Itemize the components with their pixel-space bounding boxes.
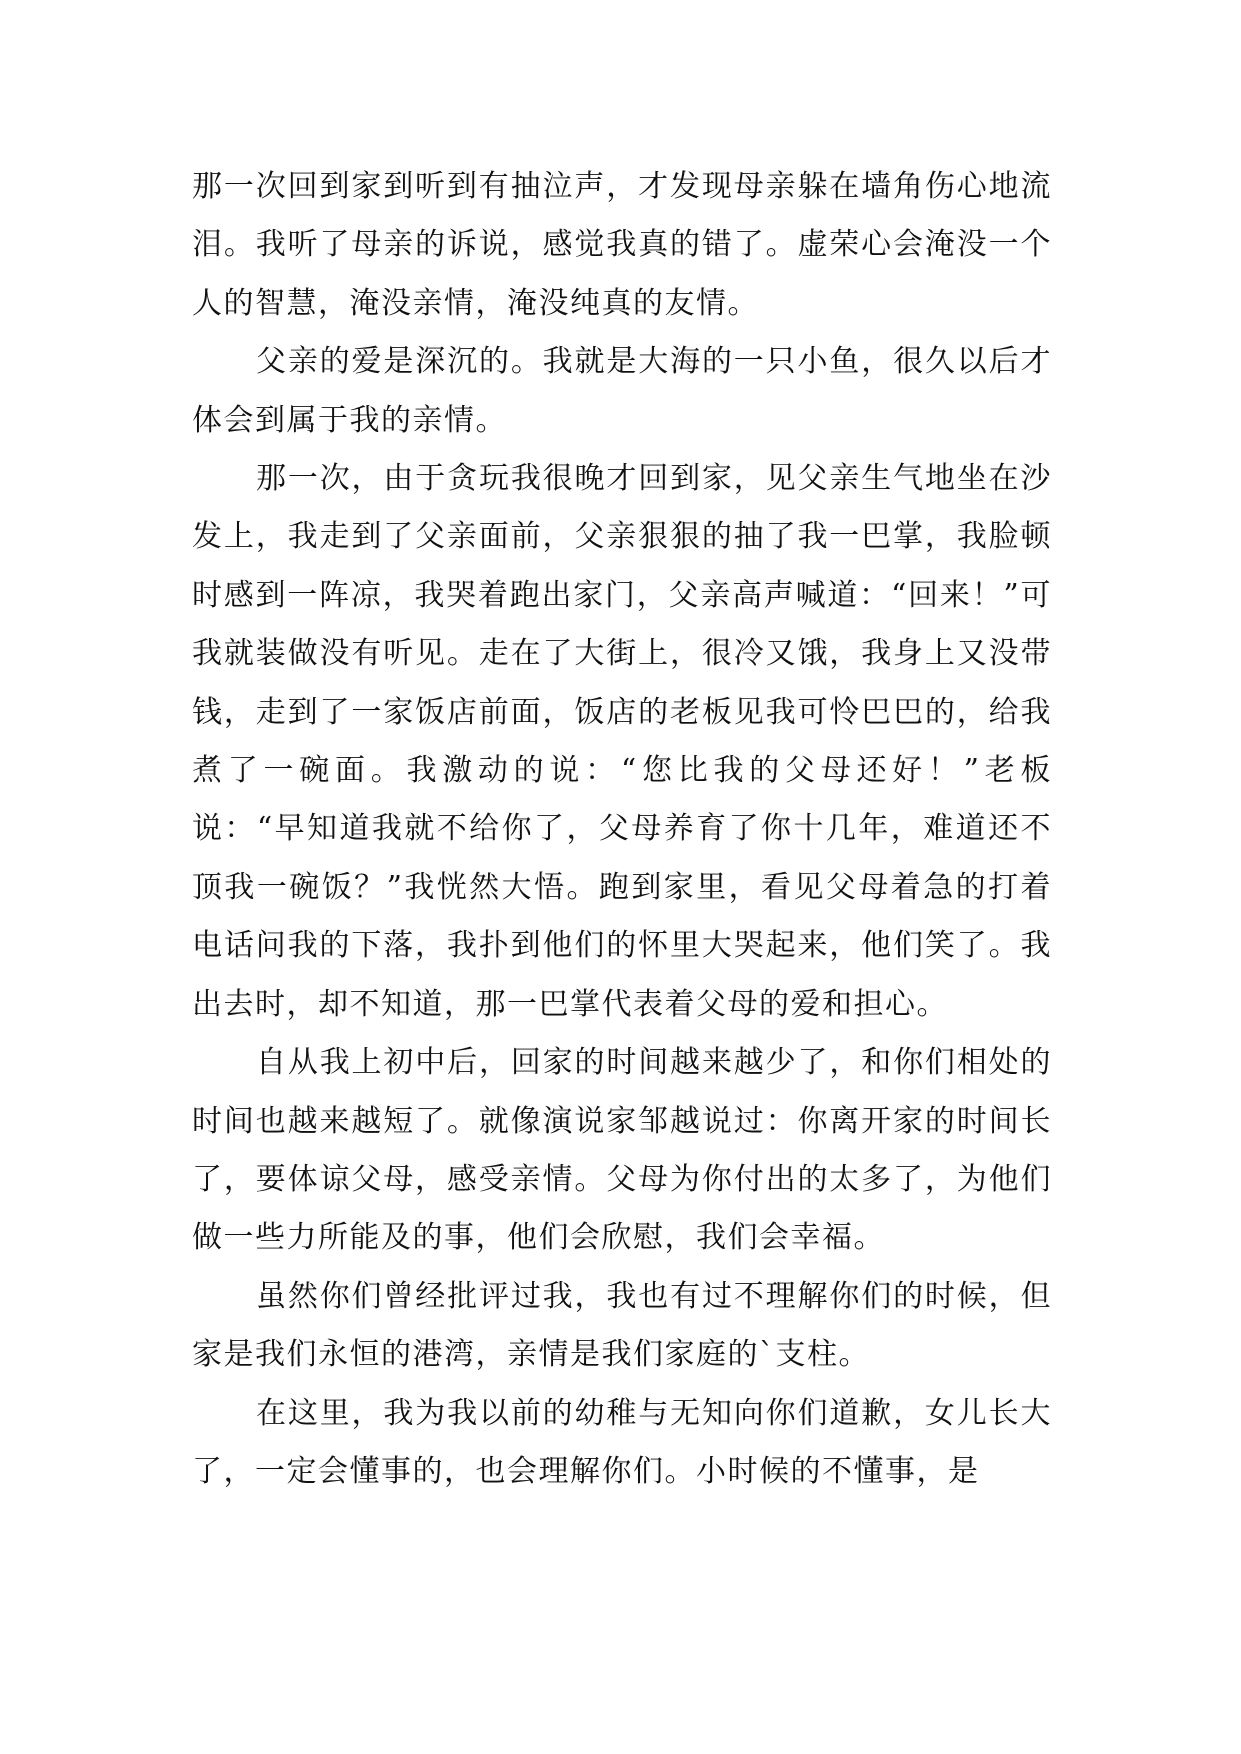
document-body [192, 158, 1052, 1501]
paragraph-6: 在这里，我为我以前的幼稚与无知向你们道歉，女儿长大了，一定会懂事的，也会理解你们。小时候的不懂事，是 [192, 1395, 1052, 1489]
paragraph-3: 那一次，由于贪玩我很晚才回到家，见父亲生气地坐在沙发上，我走到了父亲面前，父亲狠狠的抽了我一巴掌，我脸顿时感到一阵凉，我哭着跑出家门，父亲高声喊道：“回来！”可我就装做没有听见。走在了大街上，很冷又饿，我身上又没带钱，走到了一家饭店前面，饭店的老板见我可怜巴巴的，给我煮了一碗面。我激动的说：“您比我的父母还好！”老板说：“早知道我就不给你了，父母养育了你十几年，难道还不顶我一碗饭？”我恍然大悟。跑到家里，看见父母着急的打着电话问我的下落，我扑到他们的怀里大哭起来，他们笑了。我出去时，却不知道，那一巴掌代表着父母的爱和担心。 [192, 461, 1052, 1022]
paragraph-2: 父亲的爱是深沉的。我就是大海的一只小鱼，很久以后才体会到属于我的亲情。 [192, 344, 1052, 438]
paragraph-4: 自从我上初中后，回家的时间越来越少了，和你们相处的时间也越来越短了。就像演说家邹越说过：你离开家的时间长了，要体谅父母，感受亲情。父母为你付出的太多了，为他们做一些力所能及的事，他们会欣慰，我们会幸福。 [192, 1045, 1052, 1256]
paragraph-5: 虽然你们曾经批评过我，我也有过不理解你们的时候，但家是我们永恒的港湾，亲情是我们家庭的`支柱。 [192, 1278, 1052, 1373]
paragraph-1: 那一次回到家到听到有抽泣声，才发现母亲躲在墙角伤心地流泪。我听了母亲的诉说，感觉我真的错了。虚荣心会淹没一个人的智慧，淹没亲情，淹没纯真的友情。 [192, 169, 1052, 321]
